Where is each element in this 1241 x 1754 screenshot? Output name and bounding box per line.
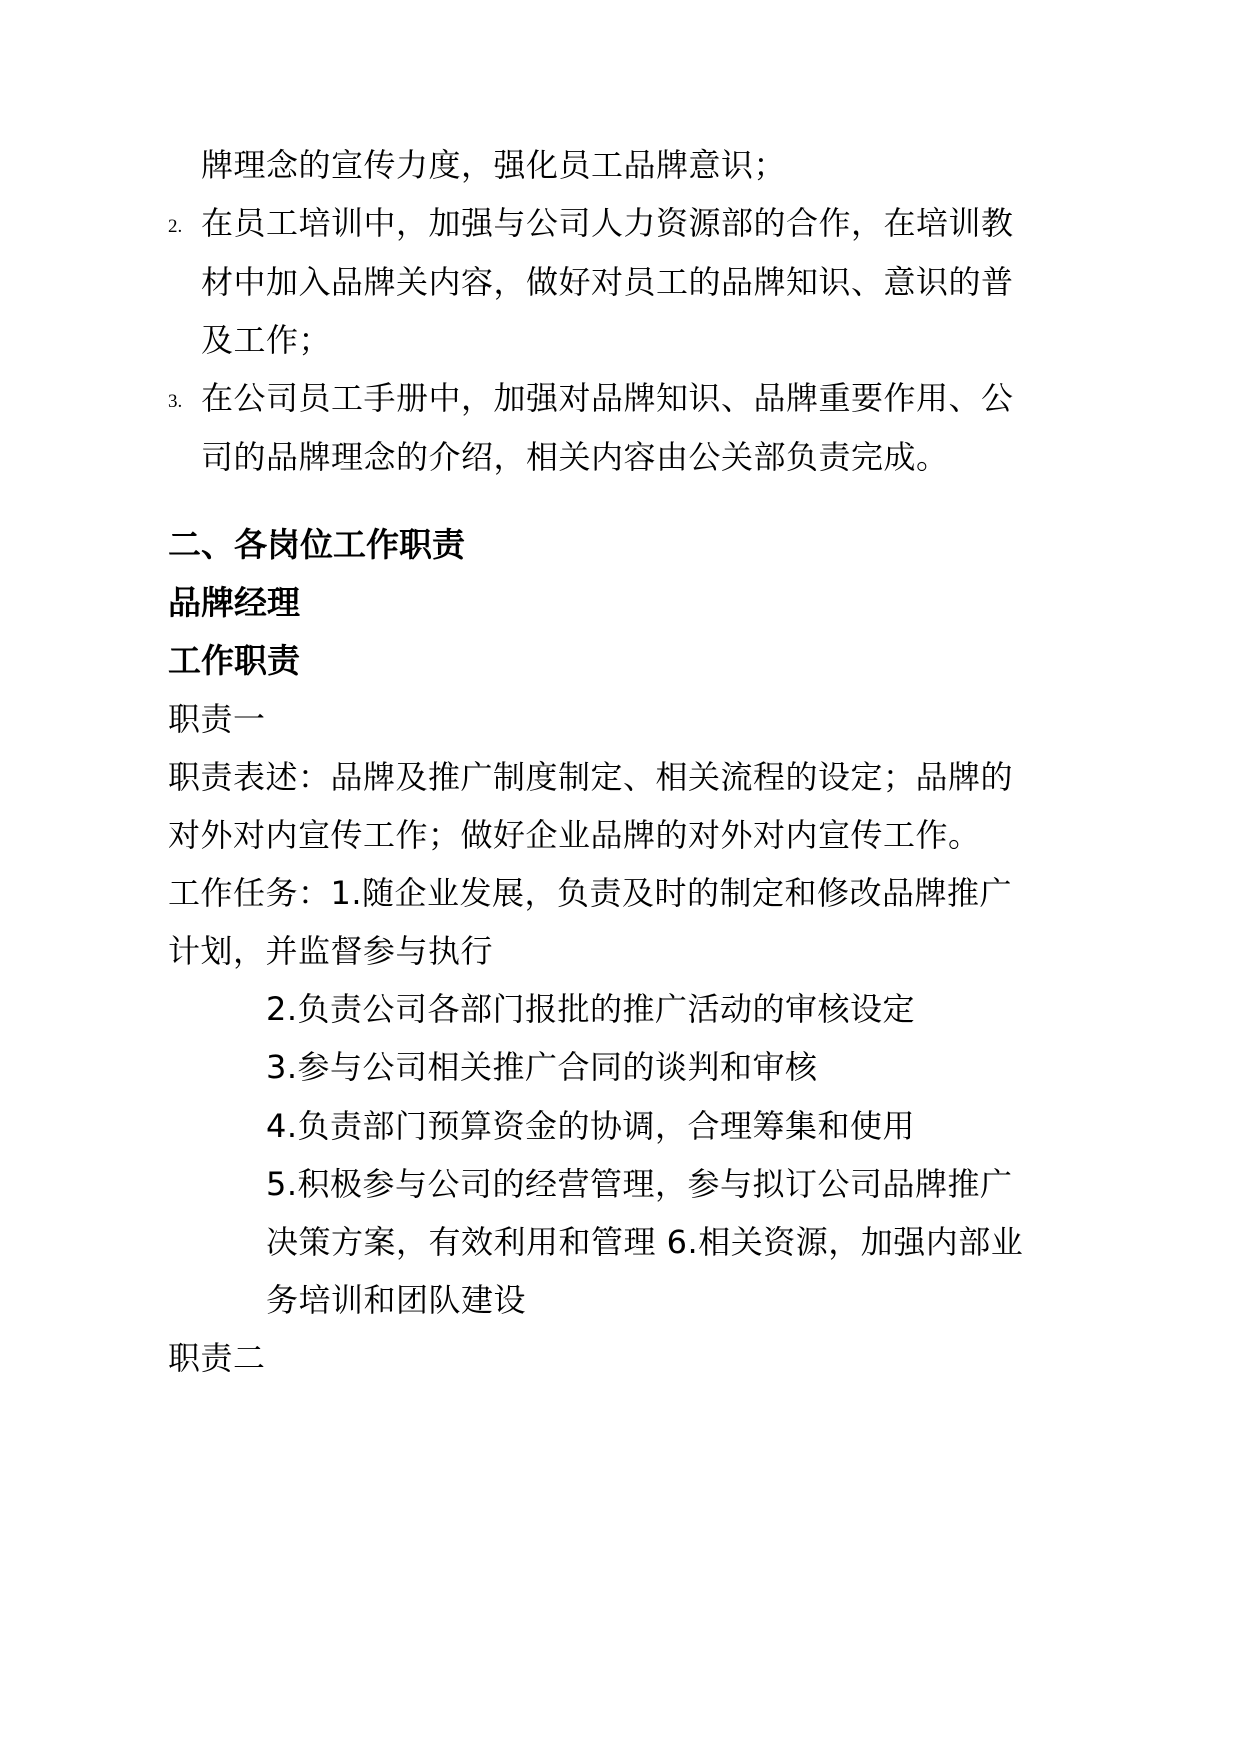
list-item-text: 在员工培训中，加强与公司人力资源部的合作，在培训教 [201, 204, 1014, 242]
task-item: 2.负责公司各部门报批的推广活动的审核设定 [266, 990, 916, 1028]
subheading: 工作职责 [168, 641, 300, 680]
task-item: 3.参与公司相关推广合同的谈判和审核 [266, 1048, 818, 1086]
duty-tasks-line: 工作任务：1.随企业发展，负责及时的制定和修改品牌推广 [168, 874, 1013, 912]
list-item-text: 材中加入品牌关内容，做好对员工的品牌知识、意识的普 [201, 263, 1014, 301]
task-item: 4.负责部门预算资金的协调，合理筹集和使用 [266, 1107, 916, 1145]
list-item-text: 司的品牌理念的介绍，相关内容由公关部负责完成。 [201, 438, 949, 476]
duty-title: 职责一 [168, 700, 266, 738]
duty-tasks-line: 计划，并监督参与执行 [168, 932, 494, 970]
intro-line: 牌理念的宣传力度，强化员工品牌意识； [201, 146, 787, 184]
position-heading: 品牌经理 [168, 583, 300, 622]
task-item: 决策方案，有效利用和管理 6.相关资源，加强内部业 [266, 1223, 1024, 1261]
duty-description-line: 职责表述：品牌及推广制度制定、相关流程的设定；品牌的 [168, 758, 1014, 796]
duty-title: 职责二 [168, 1339, 266, 1377]
list-item-text: 在公司员工手册中，加强对品牌知识、品牌重要作用、公 [201, 379, 1014, 417]
task-item: 务培训和团队建设 [266, 1281, 527, 1319]
list-item-text: 及工作； [201, 321, 332, 359]
duty-description-line: 对外对内宣传工作；做好企业品牌的对外对内宣传工作。 [168, 816, 981, 854]
list-item-number: 3. [168, 391, 183, 412]
list-item-number: 2. [168, 216, 183, 237]
task-item: 5.积极参与公司的经营管理，参与拟订公司品牌推广 [266, 1165, 1013, 1203]
section-heading: 二、各岗位工作职责 [168, 525, 465, 564]
